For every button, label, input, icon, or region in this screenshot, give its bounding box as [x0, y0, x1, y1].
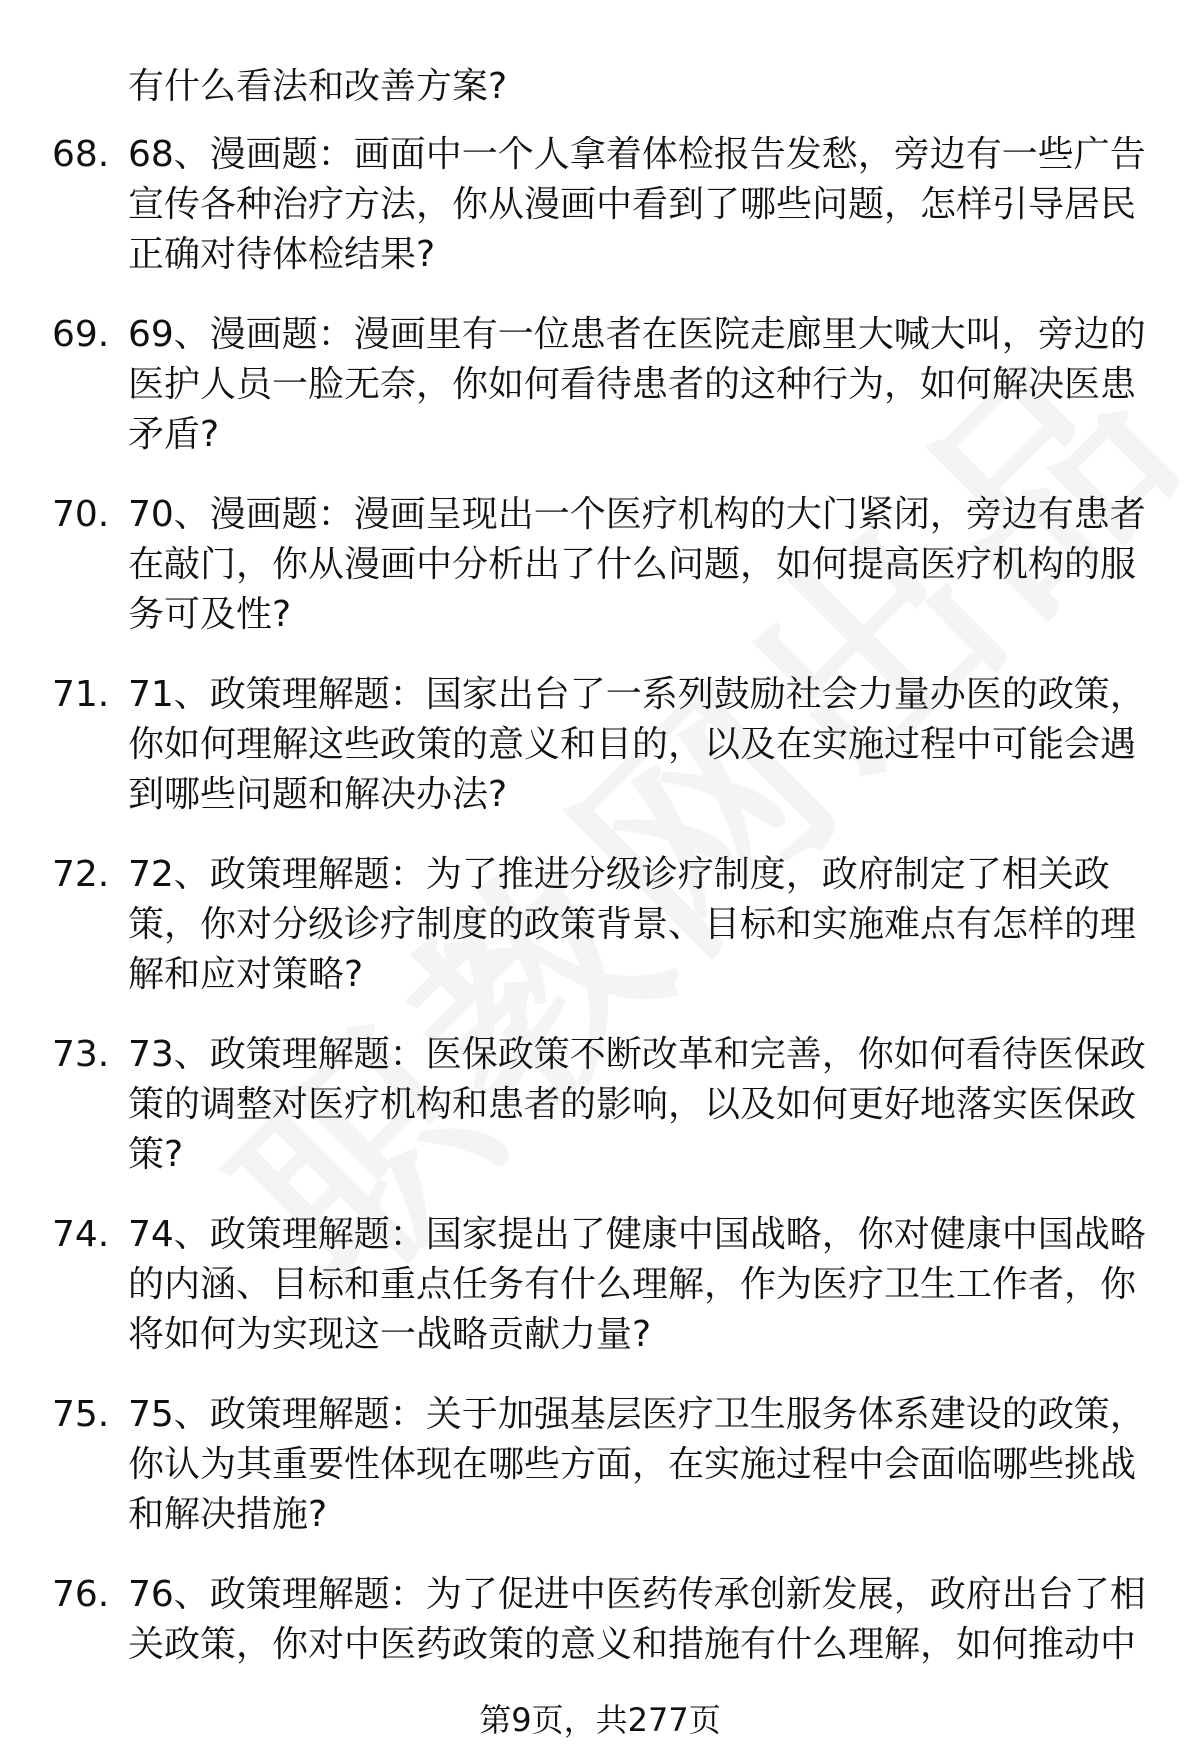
item-text: 71、政策理解题：国家出台了一系列鼓励社会力量办医的政策，你如何理解这些政策的意义和目的，以及在实施过程中可能会遇到哪些问题和解决办法?	[128, 674, 1146, 815]
item-text: 70、漫画题：漫画呈现出一个医疗机构的大门紧闭，旁边有患者在敲门，你从漫画中分析出了什么问题，如何提高医疗机构的服务可及性?	[128, 494, 1146, 635]
item-text: 75、政策理解题：关于加强基层医疗卫生服务体系建设的政策，你认为其重要性体现在哪些方面，在实施过程中会面临哪些挑战和解决措施?	[128, 1394, 1146, 1535]
page-footer: 第9页，共277页	[479, 1701, 721, 1739]
item-number: 76.	[52, 1574, 110, 1615]
item-number: 69.	[52, 314, 110, 355]
item-text: 72、政策理解题：为了推进分级诊疗制度，政府制定了相关政策，你对分级诊疗制度的政策背景、目标和实施难点有怎样的理解和应对策略?	[128, 854, 1137, 995]
item-number: 71.	[52, 674, 110, 715]
item-number: 75.	[52, 1394, 110, 1435]
item-text: 69、漫画题：漫画里有一位患者在医院走廊里大喊大叫，旁边的医护人员一脸无奈，你如何看待患者的这种行为，如何解决医患矛盾?	[128, 314, 1146, 455]
continuation-text: 有什么看法和改善方案?	[128, 66, 508, 107]
item-number: 74.	[52, 1214, 110, 1255]
item-number: 72.	[52, 854, 110, 895]
item-text: 74、政策理解题：国家提出了健康中国战略，你对健康中国战略的内涵、目标和重点任务有什么理解，作为医疗卫生工作者，你将如何为实现这一战略贡献力量?	[128, 1214, 1146, 1355]
item-number: 73.	[52, 1034, 110, 1075]
item-text: 68、漫画题：画面中一个人拿着体检报告发愁，旁边有一些广告宣传各种治疗方法，你从漫画中看到了哪些问题，怎样引导居民正确对待体检结果?	[128, 134, 1146, 275]
item-text: 73、政策理解题：医保政策不断改革和完善，你如何看待医保政策的调整对医疗机构和患者的影响，以及如何更好地落实医保政策?	[128, 1034, 1146, 1175]
item-number: 70.	[52, 494, 110, 535]
item-number: 68.	[52, 134, 110, 175]
item-text: 76、政策理解题：为了促进中医药传承创新发展，政府出台了相关政策，你对中医药政策的意义和措施有什么理解，如何推动中	[128, 1574, 1146, 1665]
